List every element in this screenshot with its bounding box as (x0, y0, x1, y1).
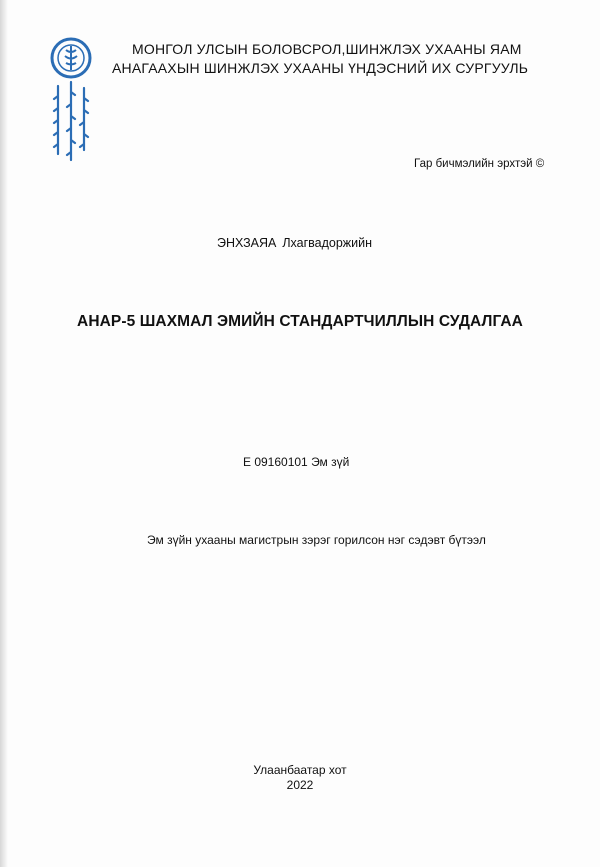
institution-header (112, 40, 582, 78)
place: Улаанбаатар хот (253, 763, 347, 777)
author-family-name: Лхагвадоржийн (282, 236, 373, 250)
university-name: АНАГААХЫН ШИНЖЛЭХ УХААНЫ ҮНДЭСНИЙ ИХ СУРГУУЛЬ (112, 60, 529, 76)
university-logo-icon (44, 36, 100, 166)
ministry-name: МОНГОЛ УЛСЫН БОЛОВСРОЛ,ШИНЖЛЭХ УХААНЫ ЯАМ (132, 41, 522, 57)
thesis-title: АНАР-5 ШАХМАЛ ЭМИЙН СТАНДАРТЧИЛЛЫН СУДАЛГАА (77, 313, 523, 330)
specialty-code: Е 09160101 Эм зүй (243, 455, 350, 469)
author-given-name: ЭНХЗАЯА (217, 236, 277, 250)
place-and-year (250, 763, 350, 793)
scan-edge-shadow (0, 0, 8, 867)
year: 2022 (286, 778, 314, 792)
degree-statement: Эм зүйн ухааны магистрын зэрэг горилсон нэг сэдэвт бүтээл (147, 533, 486, 547)
copyright-note: Гар бичмэлийн эрхтэй © (414, 158, 545, 170)
author-name (217, 236, 372, 250)
